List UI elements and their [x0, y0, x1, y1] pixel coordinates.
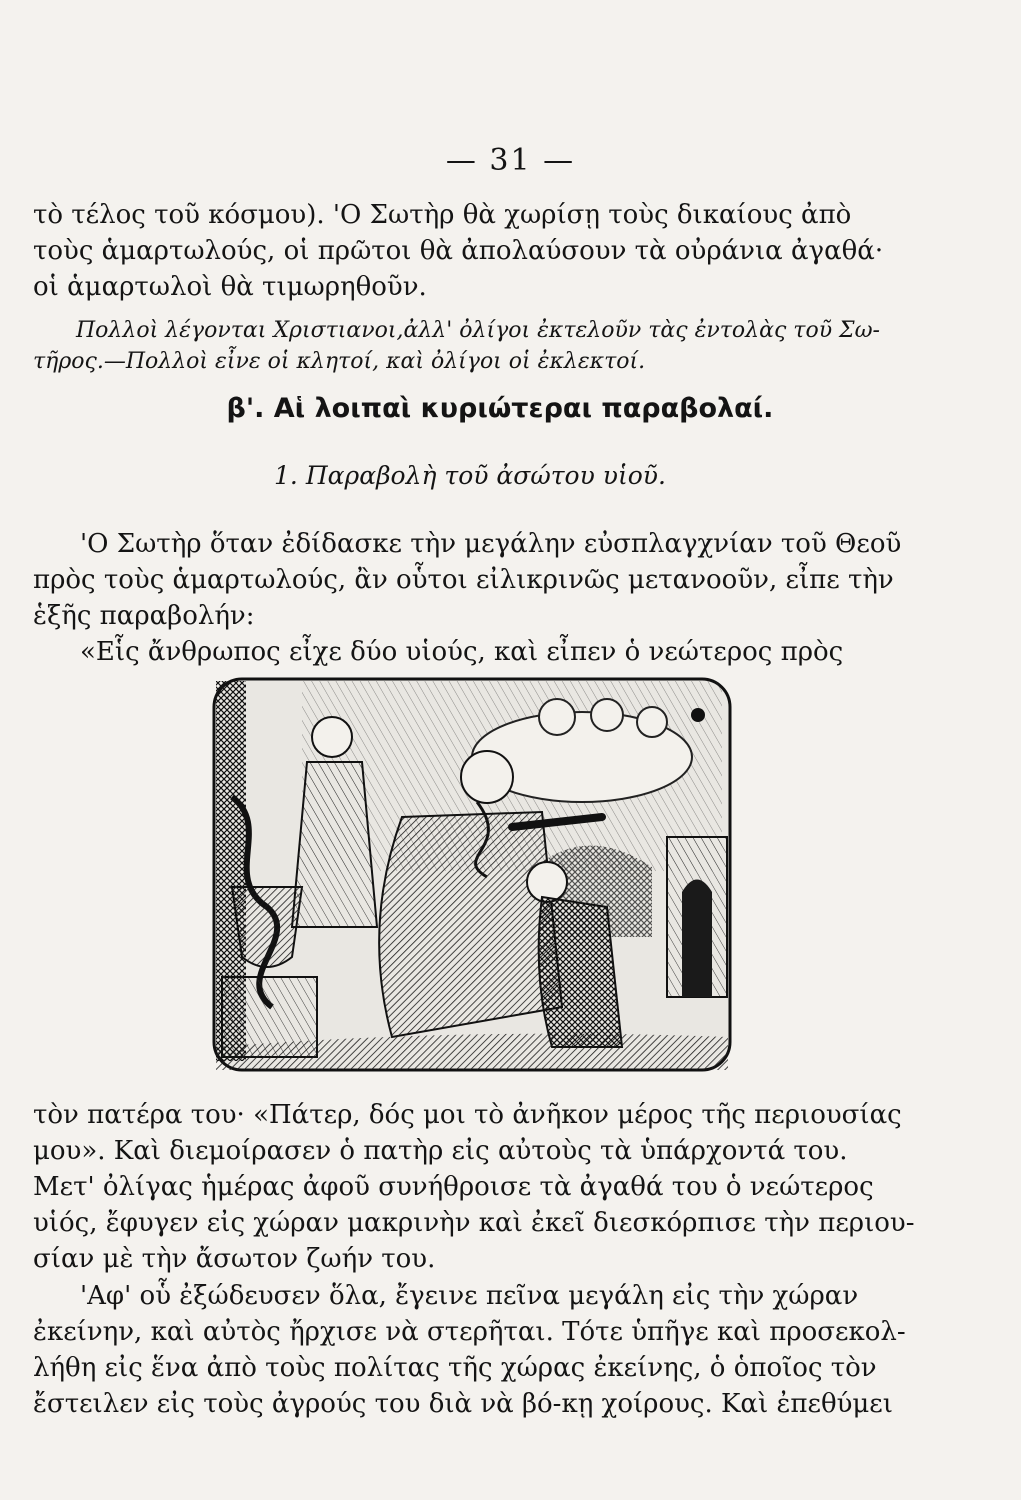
text-line: τὸν πατέρα του· «Πάτερ, δός μοι τὸ ἀνῆκον μέρος τῆς περιουσίας	[33, 1100, 902, 1130]
text-line: τὸ τέλος τοῦ κόσμου). 'Ο Σωτὴρ θὰ χωρίσῃ τοὺς δικαίους ἀπὸ	[33, 200, 852, 230]
section-heading: β'. Αἱ λοιπαὶ κυριώτεραι παραβολαί.	[226, 393, 774, 424]
bird	[691, 708, 705, 722]
text-line: οἱ ἁμαρτωλοὶ θὰ τιμωρηθοῦν.	[33, 272, 427, 302]
italic-line: τῆρος.—Πολλοὶ εἶνε οἱ κλητοί, καὶ ὀλίγοι οἱ ἐκλεκτοί.	[33, 349, 646, 374]
page-number: — 31 —	[445, 143, 576, 178]
text-line: σίαν μὲ τὴν ἄσωτον ζωήν του.	[33, 1244, 436, 1274]
father-head	[461, 751, 513, 803]
text-line: 'Ο Σωτὴρ ὅταν ἐδίδασκε τὴν μεγάλην εὐσπλαγχνίαν τοῦ Θεοῦ	[80, 529, 902, 559]
doorway	[682, 880, 712, 998]
text-line: τοὺς ἁμαρτωλούς, οἱ πρῶτοι θὰ ἀπολαύσουν τὰ οὐράνια ἀγαθά·	[33, 236, 884, 266]
subsection-heading: 1. Παραβολὴ τοῦ ἀσώτου υἱοῦ.	[274, 461, 666, 490]
cherub-head	[539, 699, 575, 735]
text-line: «Εἷς ἄνθρωπος εἶχε δύο υἱούς, καὶ εἶπεν ὁ νεώτερος πρὸς	[80, 637, 844, 667]
text-line: λήθη εἰς ἕνα ἀπὸ τοὺς πολίτας τῆς χώρας ἐκείνης, ὁ ὁποῖος τὸν	[33, 1353, 877, 1383]
text-line: ἐκείνην, καὶ αὐτὸς ἤρχισε νὰ στερῆται. Τότε ὑπῆγε καὶ προσεκολ-	[33, 1317, 906, 1347]
italic-line: Πολλοὶ λέγονται Χριστιανοι,ἀλλ' ὀλίγοι ἐκτελοῦν τὰς ἐντολὰς τοῦ Σω-	[76, 318, 880, 343]
attendant-body	[292, 762, 377, 927]
father-robe	[379, 812, 562, 1037]
text-line: 'Αφ' οὗ ἐξώδευσεν ὅλα, ἔγεινε πεῖνα μεγάλη εἰς τὴν χώραν	[80, 1281, 859, 1311]
text-line: ἔστειλεν εἰς τοὺς ἀγρούς του διὰ νὰ βό-κῃ χοίρους. Καὶ ἐπεθύμει	[33, 1389, 893, 1419]
prodigal-son-engraving	[212, 677, 732, 1072]
text-line: υἱός, ἔφυγεν εἰς χώραν μακρινὴν καὶ ἐκεῖ διεσκόρπισε τὴν περιου-	[33, 1208, 915, 1238]
son-head	[527, 862, 567, 902]
text-line: ἑξῆς παραβολήν:	[33, 601, 255, 631]
text-line: πρὸς τοὺς ἁμαρτωλούς, ἂν οὗτοι εἰλικρινῶς μετανοοῦν, εἶπε τὴν	[33, 565, 894, 595]
text-line: Μετ' ὀλίγας ἡμέρας ἀφοῦ συνήθροισε τὰ ἀγαθά του ὁ νεώτερος	[33, 1172, 874, 1202]
cherub-head	[591, 699, 623, 731]
cherub-head	[637, 707, 667, 737]
attendant-head	[312, 717, 352, 757]
text-line: μου». Καὶ διεμοίρασεν ὁ πατὴρ εἰς αὐτοὺς τὰ ὑπάρχοντά του.	[33, 1136, 848, 1166]
